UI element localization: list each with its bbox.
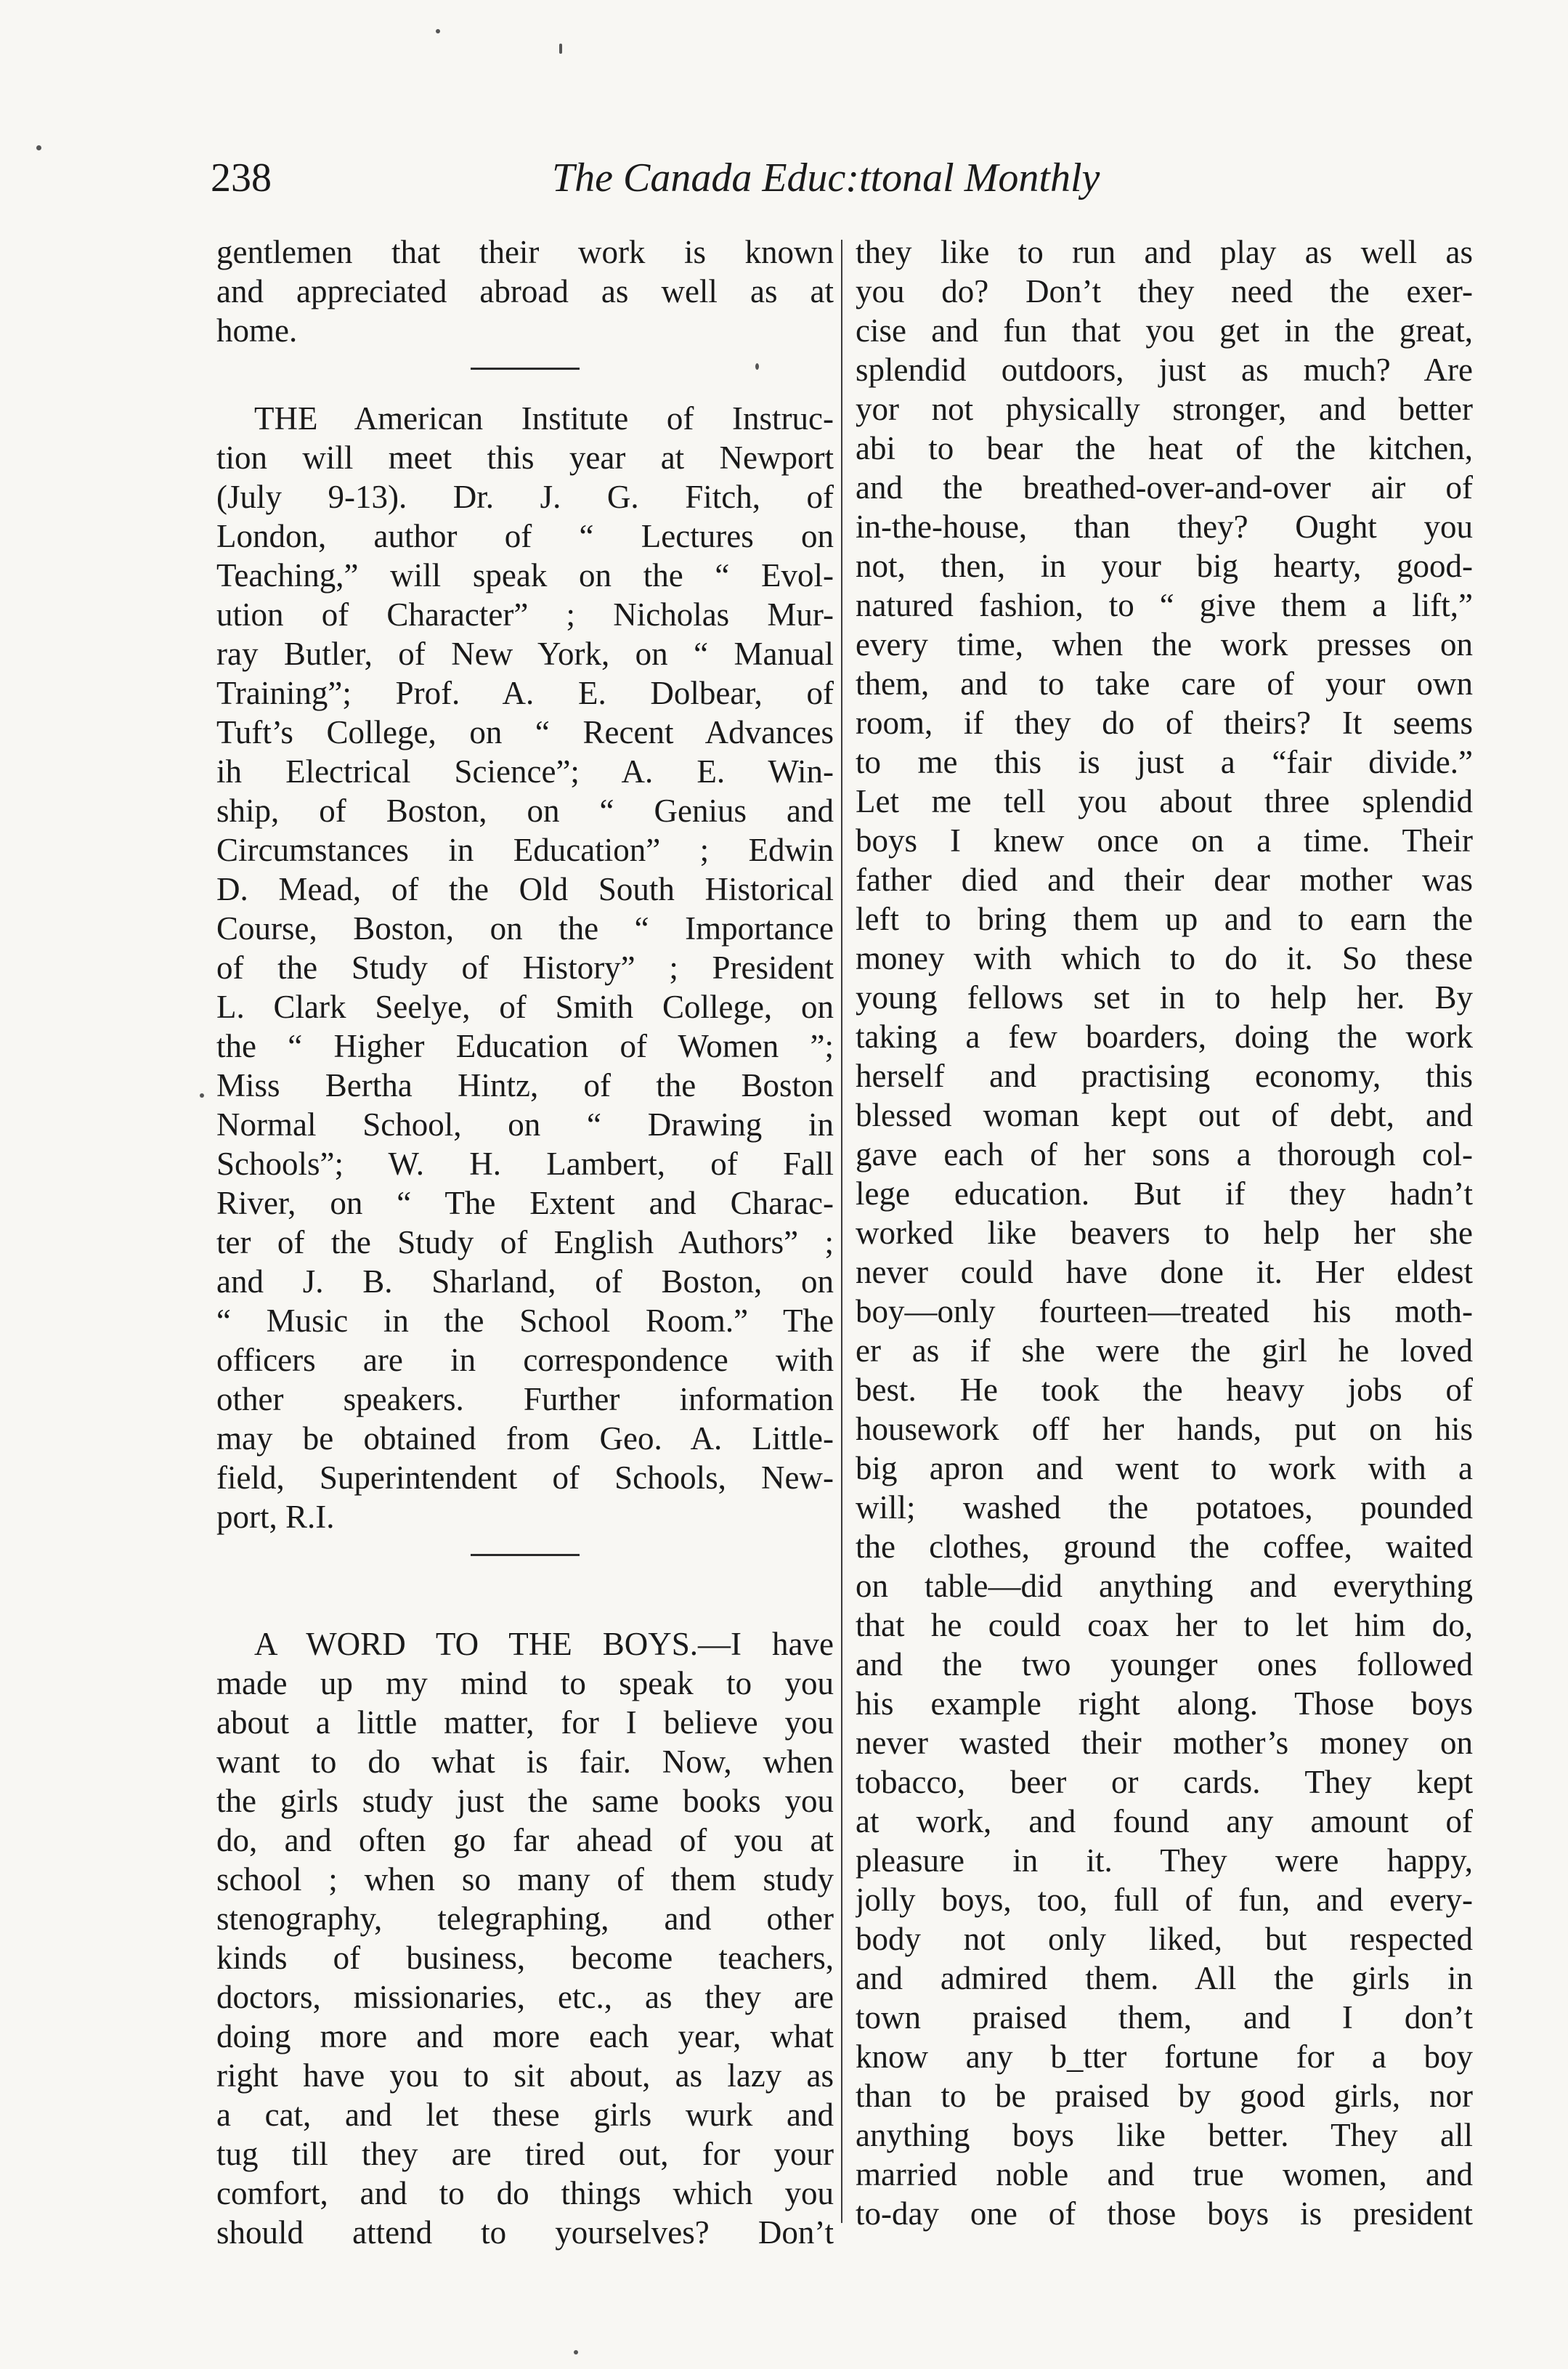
text-line: yor not physically stronger, and better (856, 391, 1473, 427)
text-line: to me this is just a “fair divide.” (856, 744, 1473, 780)
section-divider (471, 1554, 580, 1556)
text-line: jolly boys, too, full of fun, and every- (856, 1882, 1473, 1918)
running-header (211, 149, 1474, 214)
text-line: Circumstances in Education” ; Edwin (216, 832, 834, 868)
left-column (216, 232, 834, 2252)
text-line: natured fashion, to “ give them a lift,” (856, 587, 1473, 623)
text-line: in-the-house, than they? Ought you (856, 509, 1473, 545)
text-line: officers are in correspondence with (216, 1342, 834, 1378)
text-line: know any b_tter fortune for a boy (856, 2038, 1473, 2075)
text-line: THE American Institute of Instruc- (254, 400, 834, 437)
text-line: not, then, in your big hearty, good- (856, 548, 1473, 584)
text-line: than to be praised by good girls, nor (856, 2078, 1473, 2114)
text-line: you do? Don’t they need the exer- (856, 273, 1473, 309)
text-line: kinds of business, become teachers, (216, 1940, 834, 1976)
column-divider-rule (841, 240, 842, 2223)
text-line: splendid outdoors, just as much? Are (856, 352, 1473, 388)
text-line: of the Study of History” ; President (216, 949, 834, 986)
text-line: ship, of Boston, on “ Genius and (216, 793, 834, 829)
text-line: town praised them, and I don’t (856, 1999, 1473, 2036)
text-line: and admired them. All the girls in (856, 1960, 1473, 1996)
text-line: field, Superintendent of Schools, New- (216, 1459, 834, 1496)
text-line: young fellows set in to help her. By (856, 979, 1473, 1016)
paragraph-american-institute (216, 399, 834, 1536)
text-line: A WORD TO THE BOYS.—I have (254, 1626, 834, 1662)
text-line: port, R.I. (216, 1499, 335, 1535)
text-line: herself and practising economy, this (856, 1058, 1473, 1094)
text-line: ution of Character” ; Nicholas Mur- (216, 596, 834, 633)
text-line: the clothes, ground the coffee, waited (856, 1528, 1473, 1565)
text-line: home. (216, 312, 298, 349)
text-line: boy—only fourteen—treated his moth- (856, 1293, 1473, 1329)
text-line: River, on “ The Extent and Charac- (216, 1185, 834, 1221)
text-line: that he could coax her to let him do, (856, 1607, 1473, 1643)
text-line: them, and to take care of your own (856, 665, 1473, 702)
text-line: ray Butler, of New York, on “ Manual (216, 636, 834, 672)
text-line: left to bring them up and to earn the (856, 901, 1473, 937)
text-line: Let me tell you about three splendid (856, 783, 1473, 819)
text-line: a cat, and let these girls wurk and (216, 2097, 834, 2133)
text-line: tug till they are tired out, for your (216, 2136, 834, 2172)
text-line: Course, Boston, on the “ Importance (216, 910, 834, 947)
text-line: stenography, telegraphing, and other (216, 1900, 834, 1937)
text-line: room, if they do of theirs? It seems (856, 705, 1473, 741)
text-line: Miss Bertha Hintz, of the Boston (216, 1067, 834, 1103)
text-line: Normal School, on “ Drawing in (216, 1106, 834, 1143)
text-line: (July 9-13). Dr. J. G. Fitch, of (216, 479, 834, 515)
text-line: London, author of “ Lectures on (216, 518, 834, 554)
text-line: Schools”; W. H. Lambert, of Fall (216, 1146, 834, 1182)
text-line: and appreciated abroad as well as at (216, 273, 834, 309)
text-line: his example right along. Those boys (856, 1685, 1473, 1722)
page-number: 238 (211, 155, 272, 201)
text-line: blessed woman kept out of debt, and (856, 1097, 1473, 1133)
text-line: gave each of her sons a thorough col- (856, 1136, 1473, 1173)
text-line: “ Music in the School Room.” The (216, 1303, 834, 1339)
text-line: may be obtained from Geo. A. Little- (216, 1420, 834, 1457)
text-line: L. Clark Seelye, of Smith College, on (216, 989, 834, 1025)
scan-speck (559, 44, 562, 54)
text-line: the “ Higher Education of Women ”; (216, 1028, 834, 1064)
text-line: the girls study just the same books you (216, 1783, 834, 1819)
text-line: never could have done it. Her eldest (856, 1254, 1473, 1290)
paragraph-gentlemen (216, 232, 834, 350)
text-line: Tuft’s College, on “ Recent Advances (216, 714, 834, 750)
text-line: every time, when the work presses on (856, 626, 1473, 663)
text-line: Training”; Prof. A. E. Dolbear, of (216, 675, 834, 711)
text-line: cise and fun that you get in the great, (856, 312, 1473, 349)
text-line: D. Mead, of the Old South Historical (216, 871, 834, 907)
text-line: about a little matter, for I believe you (216, 1704, 834, 1741)
text-line: married noble and true women, and (856, 2156, 1473, 2192)
text-line: er as if she were the girl he loved (856, 1332, 1473, 1369)
text-line: lege education. But if they hadn’t (856, 1175, 1473, 1212)
text-line: on table—did anything and everything (856, 1568, 1473, 1604)
text-line: boys I knew once on a time. Their (856, 822, 1473, 859)
text-line: worked like beavers to help her she (856, 1215, 1473, 1251)
text-line: will; washed the potatoes, pounded (856, 1489, 1473, 1526)
text-line: big apron and went to work with a (856, 1450, 1473, 1486)
text-line: comfort, and to do things which you (216, 2175, 834, 2211)
scan-speck (436, 29, 440, 33)
text-line: and the breathed-over-and-over air of (856, 469, 1473, 506)
text-line: doctors, missionaries, etc., as they are (216, 1979, 834, 2015)
running-title: The Canada Educ:ttonal Monthly (552, 155, 1100, 201)
section-divider (471, 368, 580, 370)
scan-speck (200, 1093, 204, 1098)
text-line: gentlemen that their work is known (216, 234, 834, 270)
text-line: housework off her hands, put on his (856, 1411, 1473, 1447)
text-line: do, and often go far ahead of you at (216, 1822, 834, 1858)
text-line: body not only liked, but respected (856, 1921, 1473, 1957)
text-line: right have you to sit about, as lazy as (216, 2057, 834, 2094)
text-line: abi to bear the heat of the kitchen, (856, 430, 1473, 466)
text-line: doing more and more each year, what (216, 2018, 834, 2054)
text-line: money with which to do it. So these (856, 940, 1473, 976)
text-line: other speakers. Further information (216, 1381, 834, 1417)
text-line: taking a few boarders, doing the work (856, 1019, 1473, 1055)
text-line: to-day one of those boys is president (856, 2195, 1473, 2232)
text-line: tobacco, beer or cards. They kept (856, 1764, 1473, 1800)
scan-speck (574, 2350, 578, 2354)
text-line: father died and their dear mother was (856, 862, 1473, 898)
scan-speck (36, 145, 41, 150)
text-line: Teaching,” will speak on the “ Evol- (216, 557, 834, 594)
text-line: never wasted their mother’s money on (856, 1725, 1473, 1761)
text-line: and the two younger ones followed (856, 1646, 1473, 1682)
text-line: pleasure in it. They were happy, (856, 1842, 1473, 1879)
text-line: made up my mind to speak to you (216, 1665, 834, 1701)
paragraph-word-to-the-boys (216, 1624, 834, 2252)
text-line: and J. B. Sharland, of Boston, on (216, 1263, 834, 1300)
text-line: should attend to yourselves? Don’t (216, 2214, 834, 2251)
right-column (856, 232, 1473, 2233)
text-line: best. He took the heavy jobs of (856, 1372, 1473, 1408)
text-line: ih Electrical Science”; A. E. Win- (216, 753, 834, 790)
text-line: tion will meet this year at Newport (216, 440, 834, 476)
text-line: anything boys like better. They all (856, 2117, 1473, 2153)
scan-speck (755, 363, 759, 370)
text-line: school ; when so many of them study (216, 1861, 834, 1898)
text-line: ter of the Study of English Authors” ; (216, 1224, 834, 1260)
text-line: they like to run and play as well as (856, 234, 1473, 270)
text-line: at work, and found any amount of (856, 1803, 1473, 1839)
text-line: want to do what is fair. Now, when (216, 1744, 834, 1780)
